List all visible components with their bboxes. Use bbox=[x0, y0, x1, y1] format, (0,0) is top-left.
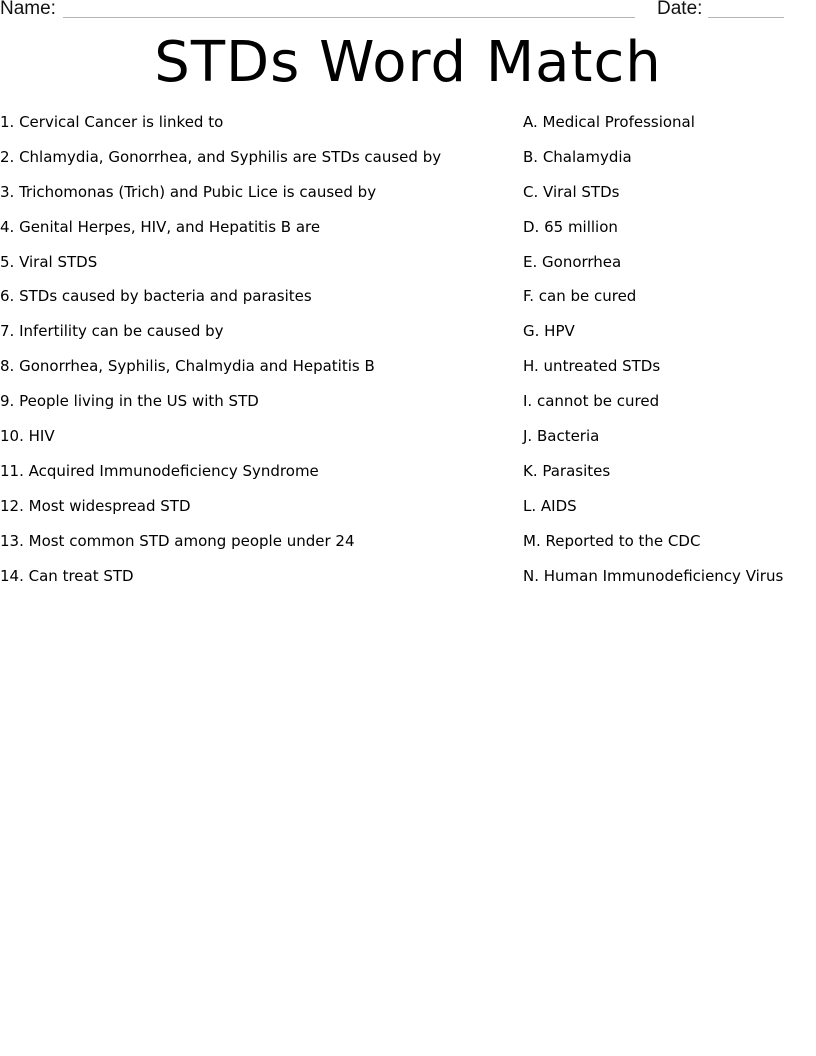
answer-item: H. untreated STDs bbox=[523, 357, 661, 376]
worksheet-title: STDs Word Match bbox=[154, 30, 662, 95]
clue-item: 13. Most common STD among people under 24 bbox=[0, 531, 355, 550]
answer-item: K. Parasites bbox=[523, 461, 611, 480]
answer-item: M. Reported to the CDC bbox=[523, 531, 701, 550]
answer-item: J. Bacteria bbox=[523, 427, 600, 446]
date-blank-line bbox=[708, 17, 784, 18]
clue-item: 11. Acquired Immunodeficiency Syndrome bbox=[0, 461, 319, 480]
clue-item: 9. People living in the US with STD bbox=[0, 392, 259, 411]
clue-item: 8. Gonorrhea, Syphilis, Chalmydia and Hepatitis B bbox=[0, 357, 375, 376]
clue-item: 1. Cervical Cancer is linked to bbox=[0, 113, 224, 131]
clue-item: 6. STDs caused by bacteria and parasites bbox=[0, 287, 312, 306]
clue-item: 3. Trichomonas (Trich) and Pubic Lice is caused by bbox=[0, 182, 377, 201]
name-blank-line bbox=[63, 17, 635, 18]
answer-item: A. Medical Professional bbox=[523, 113, 695, 131]
date-label: Date: bbox=[657, 0, 703, 19]
answer-item: N. Human Immunodeficiency Virus bbox=[523, 566, 784, 585]
worksheet-header bbox=[0, 0, 816, 24]
answer-item: I. cannot be cured bbox=[523, 392, 660, 411]
clue-item: 10. HIV bbox=[0, 427, 55, 446]
name-label: Name: bbox=[0, 0, 56, 19]
answer-item: G. HPV bbox=[523, 322, 575, 341]
answer-item: F. can be cured bbox=[523, 287, 637, 306]
clue-item: 2. Chlamydia, Gonorrhea, and Syphilis are STDs caused by bbox=[0, 147, 442, 166]
answer-item: D. 65 million bbox=[523, 217, 618, 236]
clue-item: 7. Infertility can be caused by bbox=[0, 322, 224, 341]
clue-item: 4. Genital Herpes, HIV, and Hepatitis B are bbox=[0, 217, 321, 236]
clue-item: 12. Most widespread STD bbox=[0, 496, 191, 515]
clue-item: 5. Viral STDS bbox=[0, 252, 98, 271]
clue-item: 14. Can treat STD bbox=[0, 566, 134, 585]
clue-list bbox=[0, 111, 500, 599]
answer-list bbox=[523, 111, 813, 599]
answer-item: L. AIDS bbox=[523, 496, 577, 515]
answer-item: B. Chalamydia bbox=[523, 147, 632, 166]
answer-item: E. Gonorrhea bbox=[523, 252, 622, 271]
answer-item: C. Viral STDs bbox=[523, 182, 620, 201]
